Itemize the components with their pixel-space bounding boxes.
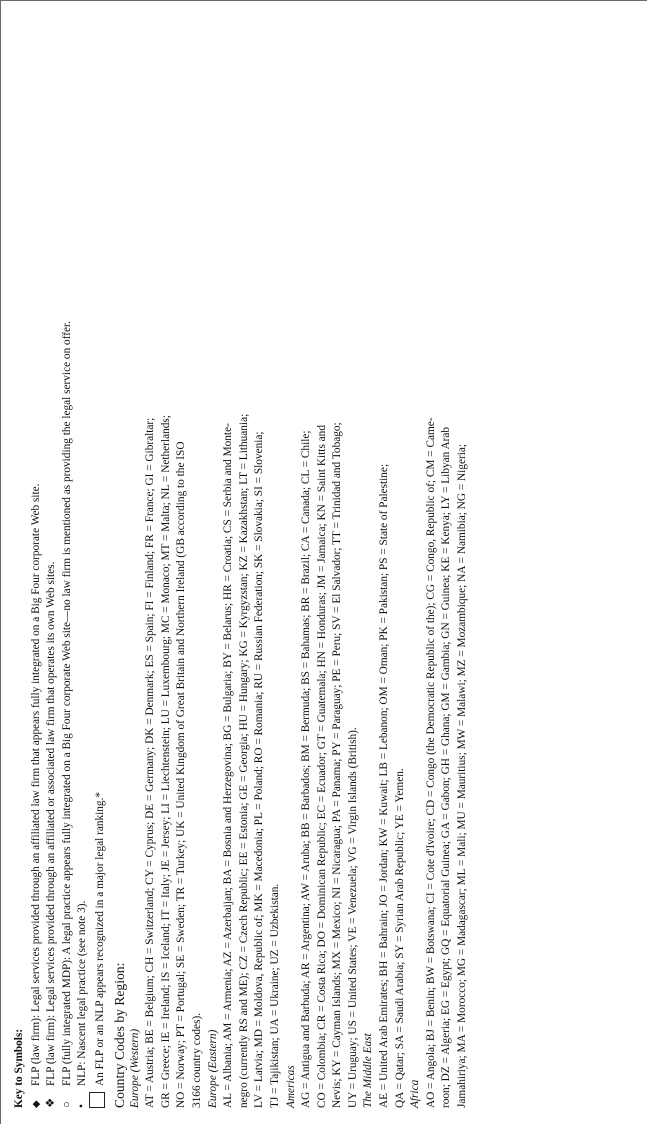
key-item-text: FLP (law firm): Legal services provided through an affiliated or associated law firm that operates its own Web sites. xyxy=(45,561,58,1086)
black-diamond-icon: ◆ xyxy=(30,1100,42,1108)
region-name: Africa xyxy=(409,1079,422,1108)
square-box-icon xyxy=(89,1092,105,1108)
key-item-text: FLP (law firm): Legal services provided through an affiliated law firm that appears fully integrated on a Big Four corporate Web site. xyxy=(29,483,42,1086)
code-line: TJ = Tajikistan; UA = Ukraine; UZ = Uzbekistan. xyxy=(268,883,281,1108)
region-codes xyxy=(143,18,205,1108)
code-line: AO = Angola; BJ = Benin; BW = Botswana; CI = Cote d'Ivoire; CD = Congo (the Democratic Republic of the); CG = Congo, Republic of; CM = Came- xyxy=(424,417,437,1108)
region-codes xyxy=(377,18,408,1108)
code-line: LV = Latvia; MD = Moldova, Republic of; MK = Macedonia; PL = Poland; RO = Romania; RU = Russian Federation; SK = Slovakia; SI = Slovenia; xyxy=(253,431,266,1108)
key-heading: Key to Symbols: xyxy=(13,1028,25,1108)
key-item-text: FLP (fully integrated MDP): A legal practice appears fully integrated on a Big Four corporate Web site—no law firm is mentioned as providing the legal service on offer. xyxy=(60,321,73,1086)
key-item-text: An FLP or an NLP appears recognized in a major legal ranking.* xyxy=(93,791,106,1086)
rotated-document-body xyxy=(12,18,637,1108)
code-line: UY = Uruguay; US = United States; VE = Venezuela; VG = Virgin Islands (British). xyxy=(346,727,359,1108)
four-diamonds-icon: ❖ xyxy=(45,1097,58,1108)
code-line: AG = Antigua and Barbuda; AR = Argentina; AW = Aruba; BB = Barbados; BM = Bermuda; BS = Bahamas; BR = Brazil; CA = Canada; CL = Chile; xyxy=(300,430,313,1108)
region-name: Americas xyxy=(284,1065,297,1108)
region-codes xyxy=(299,18,361,1108)
key-item xyxy=(60,18,76,1108)
code-line: QA = Qatar; SA = Saudi Arabia; SY = Syrian Arab Republic; YE = Yemen. xyxy=(393,768,406,1108)
key-item xyxy=(75,18,91,1108)
code-line: negro (currently RS and ME); CZ = Czech Republic; EE = Estonia; GE = Georgia; HU = Hungary; KG = Kyrgyzstan; KZ = Kazakhstan; LT = Lithuania; xyxy=(237,413,250,1108)
region-name: Europe (Western) xyxy=(128,1028,141,1108)
code-line: Jamahiriya; MA = Morocco; MG = Madagascar; ML = Mali; MU = Mauritius; MW = Malawi; MZ = Mozambique; NA = Namibia; NG = Nigeria; xyxy=(456,443,469,1108)
key-item xyxy=(91,18,110,1108)
code-line: GR = Greece; IE = Ireland; IS = Iceland; IT = Italy; JE = Jersey; LI = Liechtenstein; LU = Luxembourg; MC = Monaco; MT = Malta; NL = Netherlands; xyxy=(159,415,172,1108)
key-item xyxy=(29,18,45,1108)
region-name: Europe (Eastern) xyxy=(206,1029,219,1108)
code-line: Nevis; KY = Cayman Islands; MX = Mexico; NI = Nicaragua; PA = Panama; PY = Paraguay; PE = Peru; SV = El Salvador; TT = Trinidad and Tobago; xyxy=(331,422,344,1108)
bullet-icon: • xyxy=(76,1104,89,1108)
region-name: The Middle East xyxy=(362,1033,375,1108)
code-line: AT = Austria; BE = Belgium; CH = Switzerland; CY = Cyprus; DE = Germany; DK = Denmark; ES = Spain; FI = Finland; FR = France; GI = Gibraltar; xyxy=(144,417,157,1108)
code-line: CO = Colombia; CR = Costa Rica; DO = Dominican Republic; EC = Ecuador; GT = Guatemala; HN = Honduras; JM = Jamaica; KN = Saint Kitts and xyxy=(315,425,328,1108)
country-codes-title: Country Codes by Region: xyxy=(111,962,127,1108)
code-line: NO = Norway; PT = Portugal; SE = Sweden; TR = Turkey; UK = United Kingdom of Great Britain and Northern Ireland (GB according to the ISO xyxy=(175,441,188,1108)
key-item xyxy=(44,18,60,1108)
code-line: roon; DZ = Algeria; EG = Egypt; GQ = Equatorial Guinea; GA = Gabon; GH = Ghana; GM = Gambia; GN = Guinea; KE = Kenya; LY = Libyan Arab xyxy=(440,426,453,1108)
code-line: AE = United Arab Emirates; BH = Bahrain; JO = Jordan; KW = Kuwait; LB = Lebanon; OM = Oman; PK = Pakistan; PS = State of Palestine; xyxy=(378,463,391,1108)
key-item-text: NLP: Nascent legal practice (see note 3). xyxy=(76,900,89,1086)
region-codes xyxy=(221,18,283,1108)
code-line: 3166 country codes). xyxy=(190,1012,203,1108)
hollow-circle-icon: ○ xyxy=(60,1101,73,1108)
region-codes xyxy=(424,18,471,1108)
code-line: AL = Albania; AM = Armenia; AZ = Azerbaijan; BA = Bosnia and Herzegovina; BG = Bulgaria; BY = Belarus; HR = Croatia; CS = Serbia and Monte- xyxy=(222,423,235,1108)
